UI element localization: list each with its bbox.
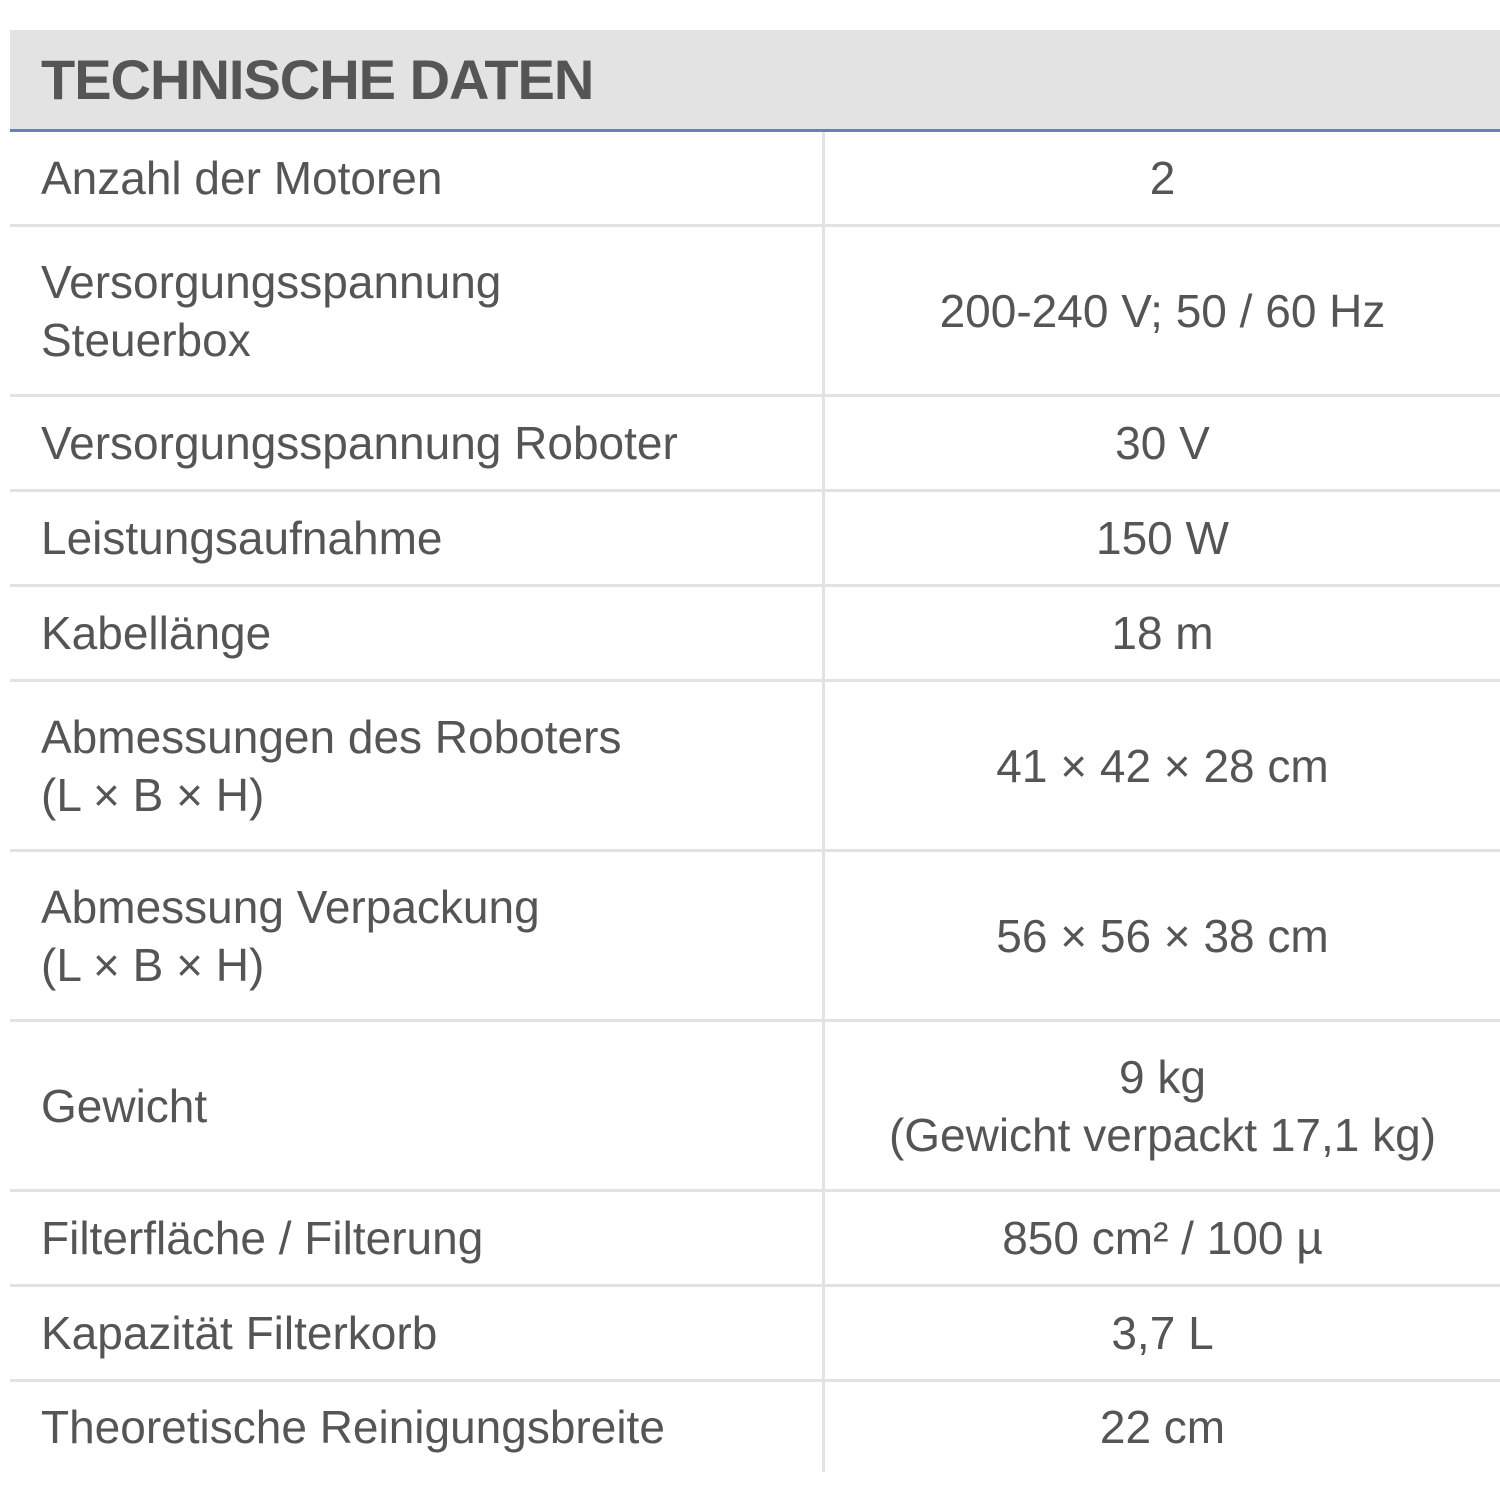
- table-header: [10, 30, 1500, 132]
- row-label-line: Kapazität Filterkorb: [41, 1307, 438, 1359]
- row-label-line: (L × B × H): [41, 938, 265, 991]
- row-label-line: Steuerbox: [41, 313, 251, 366]
- table-row: [10, 492, 1500, 587]
- row-value: [825, 1022, 1500, 1189]
- table-row: [10, 227, 1500, 397]
- row-value-line: 41 × 42 × 28 cm: [996, 739, 1329, 792]
- row-value-line: 56 × 56 × 38 cm: [996, 909, 1329, 962]
- row-value: [825, 1382, 1500, 1472]
- table-row: [10, 1192, 1500, 1287]
- row-label-line: Leistungsaufnahme: [41, 512, 443, 564]
- row-label-line: (L × B × H): [41, 768, 265, 821]
- row-label: [10, 1192, 825, 1284]
- row-value-line: 18 m: [1111, 607, 1214, 659]
- row-label: [10, 587, 825, 679]
- table-row: [10, 397, 1500, 492]
- row-value: [825, 1192, 1500, 1284]
- table-row: [10, 1287, 1500, 1382]
- row-label: [10, 492, 825, 584]
- row-label-line: Theoretische Reinigungsbreite: [41, 1401, 665, 1453]
- row-value-line: 3,7 L: [1111, 1307, 1214, 1359]
- row-label-line: Anzahl der Motoren: [41, 152, 443, 204]
- row-value-line: 9 kg: [1119, 1050, 1206, 1103]
- row-value-line: (Gewicht verpackt 17,1 kg): [888, 1108, 1437, 1161]
- table-row: [10, 1382, 1500, 1472]
- row-label-line: Versorgungsspannung: [41, 255, 502, 308]
- row-value: [825, 682, 1500, 849]
- table-title: TECHNISCHE DATEN: [41, 48, 594, 111]
- spec-table: [10, 30, 1500, 1472]
- row-value-line: 850 cm² / 100 µ: [1002, 1212, 1323, 1264]
- row-label-line: Abmessung Verpackung: [41, 880, 540, 933]
- row-value: [825, 227, 1500, 394]
- row-label: [10, 227, 825, 394]
- row-label-line: Versorgungsspannung Roboter: [41, 417, 678, 469]
- table-row: [10, 1022, 1500, 1192]
- row-label-line: Abmessungen des Roboters: [41, 710, 622, 763]
- row-value: [825, 587, 1500, 679]
- table-row: [10, 587, 1500, 682]
- row-value-line: 22 cm: [1099, 1401, 1226, 1453]
- row-label-line: Kabellänge: [41, 607, 272, 659]
- row-label: [10, 1382, 825, 1472]
- row-value-line: 2: [1149, 152, 1176, 204]
- table-row: [10, 682, 1500, 852]
- row-label: [10, 397, 825, 489]
- row-value-line: 30 V: [1115, 417, 1210, 469]
- row-label: [10, 1287, 825, 1379]
- row-value-line: 200-240 V; 50 / 60 Hz: [939, 284, 1386, 337]
- row-value: [825, 1287, 1500, 1379]
- row-label: [10, 682, 825, 849]
- row-value: [825, 132, 1500, 224]
- table-row: [10, 852, 1500, 1022]
- row-value-line: 150 W: [1096, 512, 1229, 564]
- row-label-line: Gewicht: [41, 1079, 208, 1132]
- row-value: [825, 397, 1500, 489]
- row-label: [10, 1022, 825, 1189]
- row-label: [10, 132, 825, 224]
- row-value: [825, 852, 1500, 1019]
- row-label-line: Filterfläche / Filterung: [41, 1212, 484, 1264]
- row-label: [10, 852, 825, 1019]
- table-row: [10, 132, 1500, 227]
- row-value: [825, 492, 1500, 584]
